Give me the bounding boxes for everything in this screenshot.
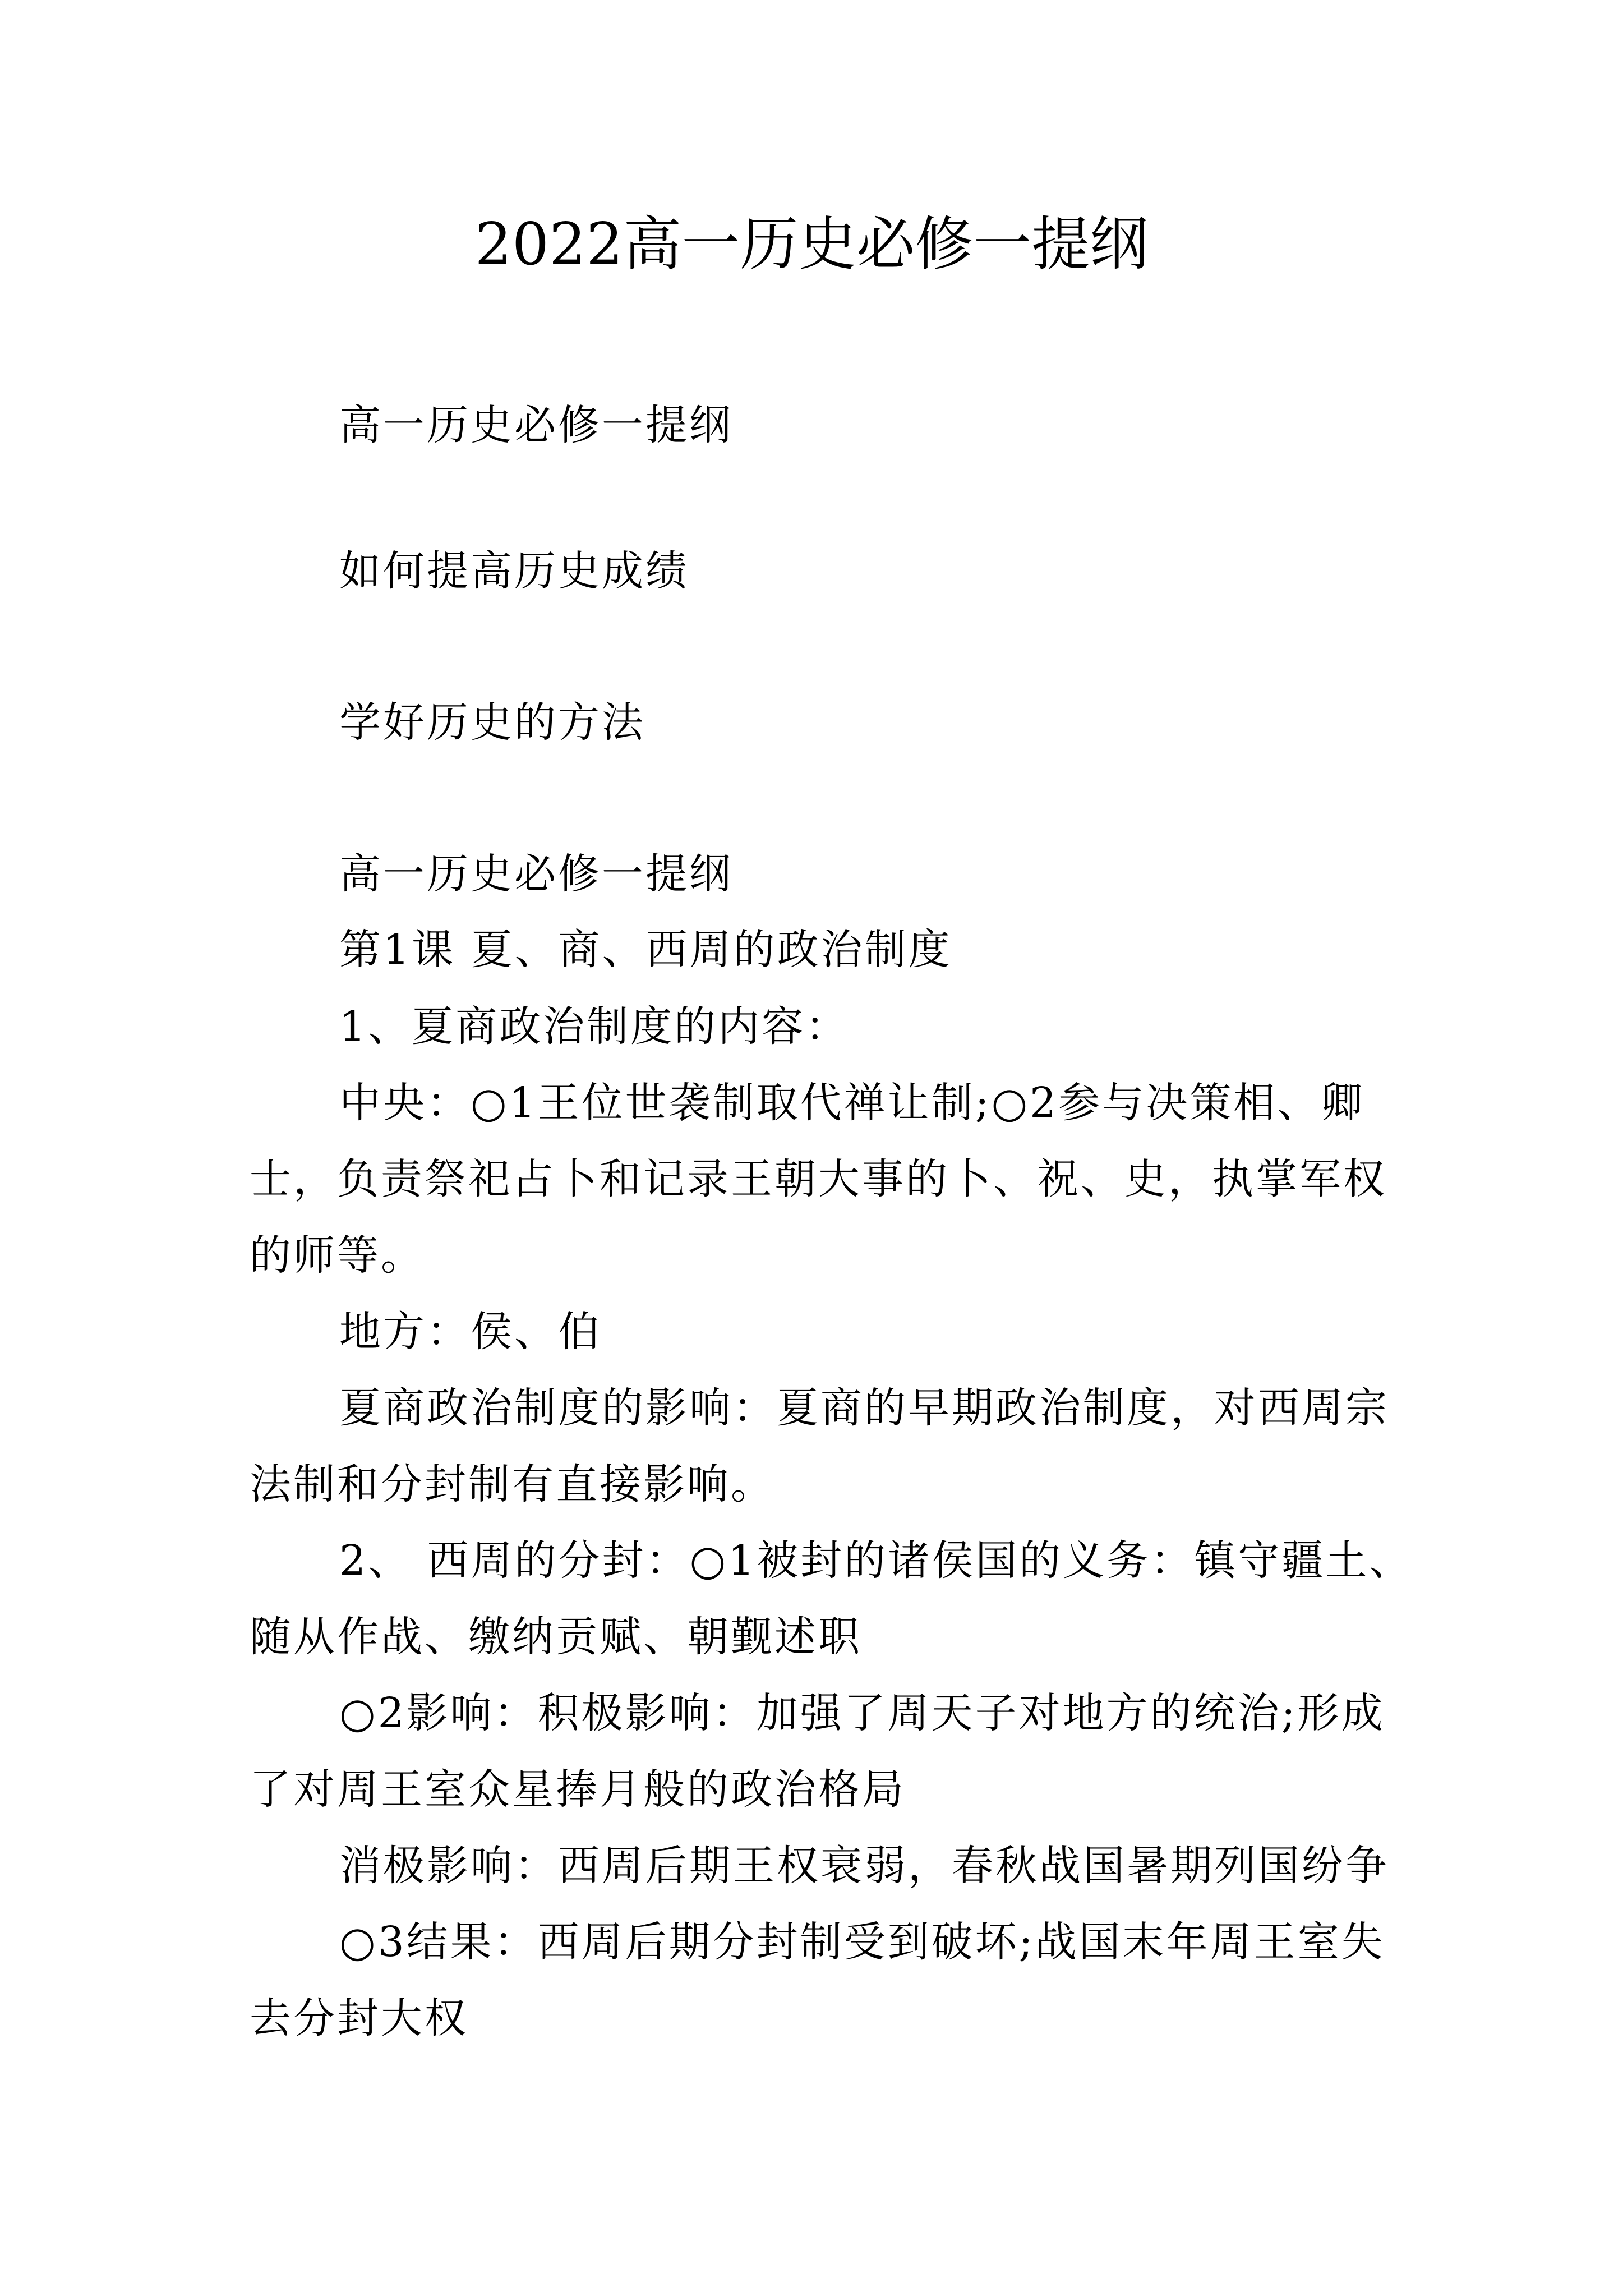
paragraph-enfeoffment-influence: ○2影响：积极影响：加强了周天子对地方的统治;形成了对周王室众星捧月般的政治格局	[250, 1689, 1385, 1814]
paragraph-enfeoffment-result: ○3结果：西周后期分封制受到破坏;战国末年周王室失去分封大权	[250, 1918, 1385, 2042]
paragraph-local-system: 地方：侯、伯	[339, 1308, 602, 1356]
paragraph-negative-influence: 消极影响：西周后期王权衰弱，春秋战国暑期列国纷争	[339, 1842, 1389, 1890]
paragraph-study-methods: 学好历史的方法	[339, 698, 645, 747]
paragraph-xia-shang-influence: 夏商政治制度的影响：夏商的早期政治制度，对西周宗法制和分封制有直接影响。	[250, 1384, 1389, 1508]
lesson-1-heading: 第1课 夏、商、西周的政治制度	[339, 926, 952, 974]
paragraph-western-zhou-enfeoffment: 2、 西周的分封：○1被封的诸侯国的义务：镇守疆土、随从作战、缴纳贡赋、朝觐述职	[250, 1536, 1413, 1661]
paragraph-improve-grades: 如何提高历史成绩	[339, 547, 689, 595]
paragraph-outline-heading: 高一历史必修一提纲	[339, 401, 733, 449]
paragraph-central-system: 中央：○1王位世袭制取代禅让制;○2参与决策相、卿士，负责祭祀占卜和记录王朝大事的卜、祝、史，执掌军权的师等。	[250, 1079, 1387, 1280]
section-1-heading: 1、夏商政治制度的内容：	[339, 1002, 850, 1051]
paragraph-outline-heading-repeat: 高一历史必修一提纲	[339, 850, 733, 898]
document-title: 2022高一历史必修一提纲	[474, 210, 1149, 278]
